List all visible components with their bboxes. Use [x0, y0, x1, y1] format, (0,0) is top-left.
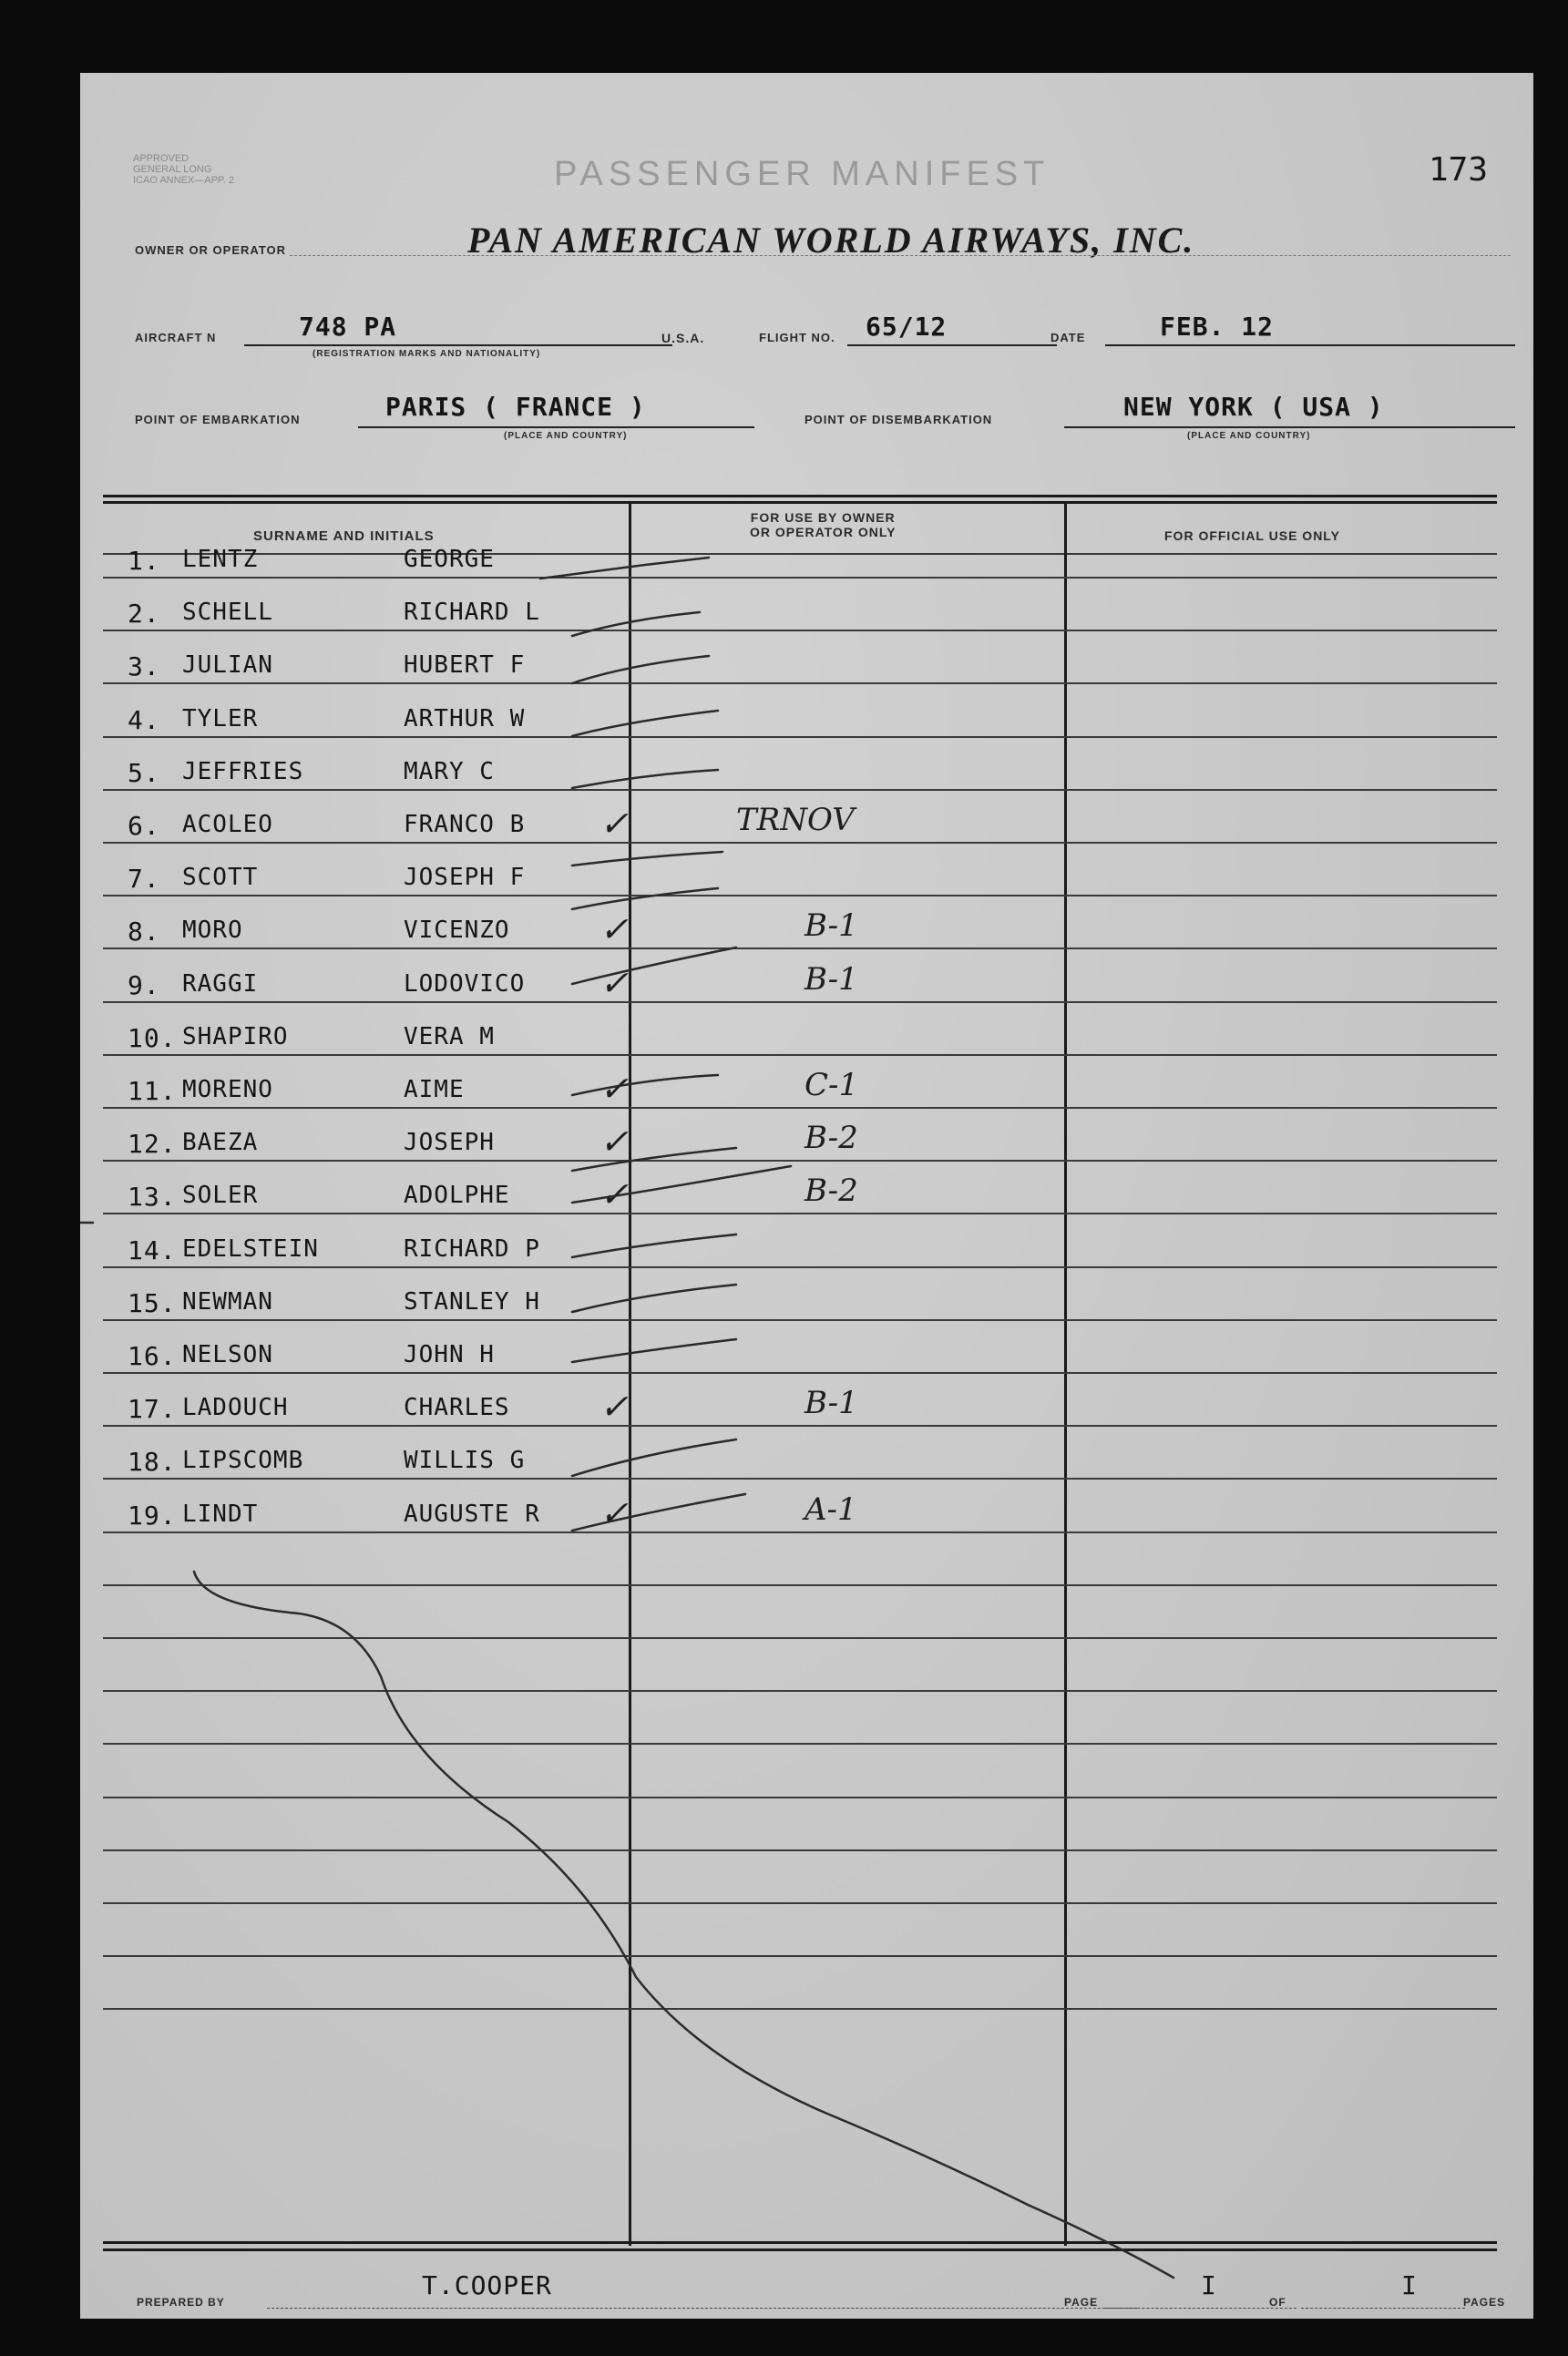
- passenger-note: A-1: [804, 1491, 857, 1528]
- aircraft-value: 748 PA: [299, 312, 397, 342]
- stamp-line-2: GENERAL LONG: [133, 164, 212, 175]
- passenger-note: TRNOV: [736, 802, 855, 838]
- column-header-names: SURNAME AND INITIALS: [253, 528, 435, 544]
- passenger-given-name: ADOLPHE: [404, 1182, 510, 1209]
- disembark-caption: (PLACE AND COUNTRY): [1187, 431, 1311, 441]
- passenger-number: 19.: [128, 1501, 177, 1531]
- prepared-by-value: T.COOPER: [422, 2270, 552, 2300]
- date-value: FEB. 12: [1160, 312, 1275, 342]
- passenger-given-name: AIME: [404, 1076, 465, 1103]
- check-mark-icon: ✓: [600, 1493, 629, 1533]
- passenger-surname: LINDT: [182, 1501, 259, 1528]
- of-label: OF: [1269, 2296, 1286, 2309]
- embark-caption: (PLACE AND COUNTRY): [504, 431, 628, 441]
- embark-value: PARIS ( FRANCE ): [385, 392, 646, 422]
- check-mark-icon: ✓: [600, 1122, 629, 1162]
- page-title: PASSENGER MANIFEST: [554, 155, 1050, 193]
- passenger-number: 9.: [128, 970, 160, 1000]
- page-number: 173: [1429, 151, 1489, 189]
- passenger-number: 5.: [128, 758, 160, 788]
- passenger-given-name: ARTHUR W: [404, 705, 526, 732]
- check-mark-icon: ✓: [600, 1069, 629, 1109]
- passenger-surname: SHAPIRO: [182, 1023, 289, 1050]
- handwriting-strokes: [80, 73, 1533, 2319]
- stamp-line-3: ICAO ANNEX—APP. 2: [133, 175, 235, 186]
- passenger-number: 17.: [128, 1394, 177, 1424]
- passenger-surname: ACOLEO: [182, 811, 273, 838]
- passenger-number: 6.: [128, 811, 160, 841]
- owner-use-line-1: FOR USE BY OWNER: [750, 510, 896, 525]
- passenger-given-name: WILLIS G: [404, 1447, 526, 1474]
- passenger-number: 3.: [128, 651, 160, 681]
- passenger-number: 11.: [128, 1076, 177, 1106]
- passenger-surname: SCHELL: [182, 599, 273, 626]
- passenger-surname: SOLER: [182, 1182, 259, 1209]
- passenger-given-name: RICHARD P: [404, 1235, 540, 1263]
- passenger-given-name: MARY C: [404, 758, 495, 785]
- disembark-value: NEW YORK ( USA ): [1123, 392, 1384, 422]
- disembark-label: POINT OF DISEMBARKATION: [804, 413, 993, 426]
- owner-use-line-2: OR OPERATOR ONLY: [750, 525, 897, 539]
- check-mark-icon: ✓: [600, 963, 629, 1003]
- page-label: PAGE: [1064, 2296, 1099, 2309]
- passenger-given-name: HUBERT F: [404, 651, 526, 679]
- passenger-number: 7.: [128, 864, 160, 894]
- check-mark-icon: ✓: [600, 909, 629, 949]
- manifest-sheet: [80, 73, 1533, 2319]
- passenger-number: 1.: [128, 546, 160, 576]
- check-mark-icon: ✓: [600, 1387, 629, 1427]
- passenger-given-name: VERA M: [404, 1023, 495, 1050]
- stamp-line-1: APPROVED: [133, 153, 190, 164]
- passenger-surname: BAEZA: [182, 1129, 259, 1156]
- passenger-number: 10.: [128, 1023, 177, 1053]
- passenger-given-name: JOSEPH: [404, 1129, 495, 1156]
- flight-label: FLIGHT NO.: [759, 331, 835, 344]
- passenger-surname: LENTZ: [182, 546, 259, 573]
- passenger-given-name: CHARLES: [404, 1394, 510, 1421]
- passenger-surname: JEFFRIES: [182, 758, 304, 785]
- of-value: I: [1401, 2270, 1418, 2300]
- passenger-given-name: RICHARD L: [404, 599, 540, 626]
- passenger-surname: NELSON: [182, 1341, 273, 1368]
- passenger-given-name: JOSEPH F: [404, 864, 526, 891]
- passenger-surname: EDELSTEIN: [182, 1235, 319, 1263]
- passenger-number: 12.: [128, 1129, 177, 1159]
- passenger-note: B-1: [804, 1385, 858, 1421]
- check-mark-icon: ✓: [600, 1174, 629, 1214]
- owner-value: PAN AMERICAN WORLD AIRWAYS, INC.: [467, 220, 1195, 261]
- passenger-surname: NEWMAN: [182, 1288, 273, 1316]
- page-value: I: [1201, 2270, 1217, 2300]
- passenger-number: 18.: [128, 1447, 177, 1477]
- passenger-given-name: JOHN H: [404, 1341, 495, 1368]
- passenger-surname: MORO: [182, 917, 243, 944]
- passenger-surname: SCOTT: [182, 864, 259, 891]
- passenger-number: 15.: [128, 1288, 177, 1318]
- column-header-official-use: FOR OFFICIAL USE ONLY: [1164, 528, 1340, 543]
- passenger-number: 16.: [128, 1341, 177, 1371]
- passenger-surname: LIPSCOMB: [182, 1447, 304, 1474]
- passenger-note: B-1: [804, 907, 858, 944]
- passenger-number: 8.: [128, 917, 160, 947]
- usa-label: U.S.A.: [661, 331, 705, 345]
- passenger-number: 14.: [128, 1235, 177, 1265]
- prepared-by-label: PREPARED BY: [137, 2296, 225, 2309]
- passenger-given-name: LODOVICO: [404, 970, 526, 998]
- passenger-given-name: FRANCO B: [404, 811, 526, 838]
- passenger-number: 4.: [128, 705, 160, 735]
- aircraft-label: AIRCRAFT N: [135, 331, 217, 344]
- passenger-number: 2.: [128, 599, 160, 629]
- passenger-surname: RAGGI: [182, 970, 259, 998]
- flight-value: 65/12: [866, 312, 948, 342]
- owner-label: OWNER OR OPERATOR: [135, 243, 287, 257]
- registration-caption: (REGISTRATION MARKS AND NATIONALITY): [313, 349, 541, 359]
- passenger-note: C-1: [804, 1067, 859, 1103]
- passenger-number: 13.: [128, 1182, 177, 1212]
- passenger-surname: LADOUCH: [182, 1394, 289, 1421]
- passenger-note: B-2: [804, 1173, 858, 1209]
- pages-label: PAGES: [1463, 2296, 1506, 2309]
- date-label: DATE: [1050, 331, 1086, 344]
- embark-label: POINT OF EMBARKATION: [135, 413, 301, 426]
- check-mark-icon: ✓: [600, 804, 629, 844]
- passenger-given-name: GEORGE: [404, 546, 495, 573]
- passenger-given-name: VICENZO: [404, 917, 510, 944]
- passenger-given-name: STANLEY H: [404, 1288, 540, 1316]
- passenger-surname: TYLER: [182, 705, 259, 732]
- passenger-surname: JULIAN: [182, 651, 273, 679]
- passenger-given-name: AUGUSTE R: [404, 1501, 540, 1528]
- passenger-surname: MORENO: [182, 1076, 273, 1103]
- passenger-note: B-2: [804, 1120, 858, 1156]
- passenger-note: B-1: [804, 961, 858, 998]
